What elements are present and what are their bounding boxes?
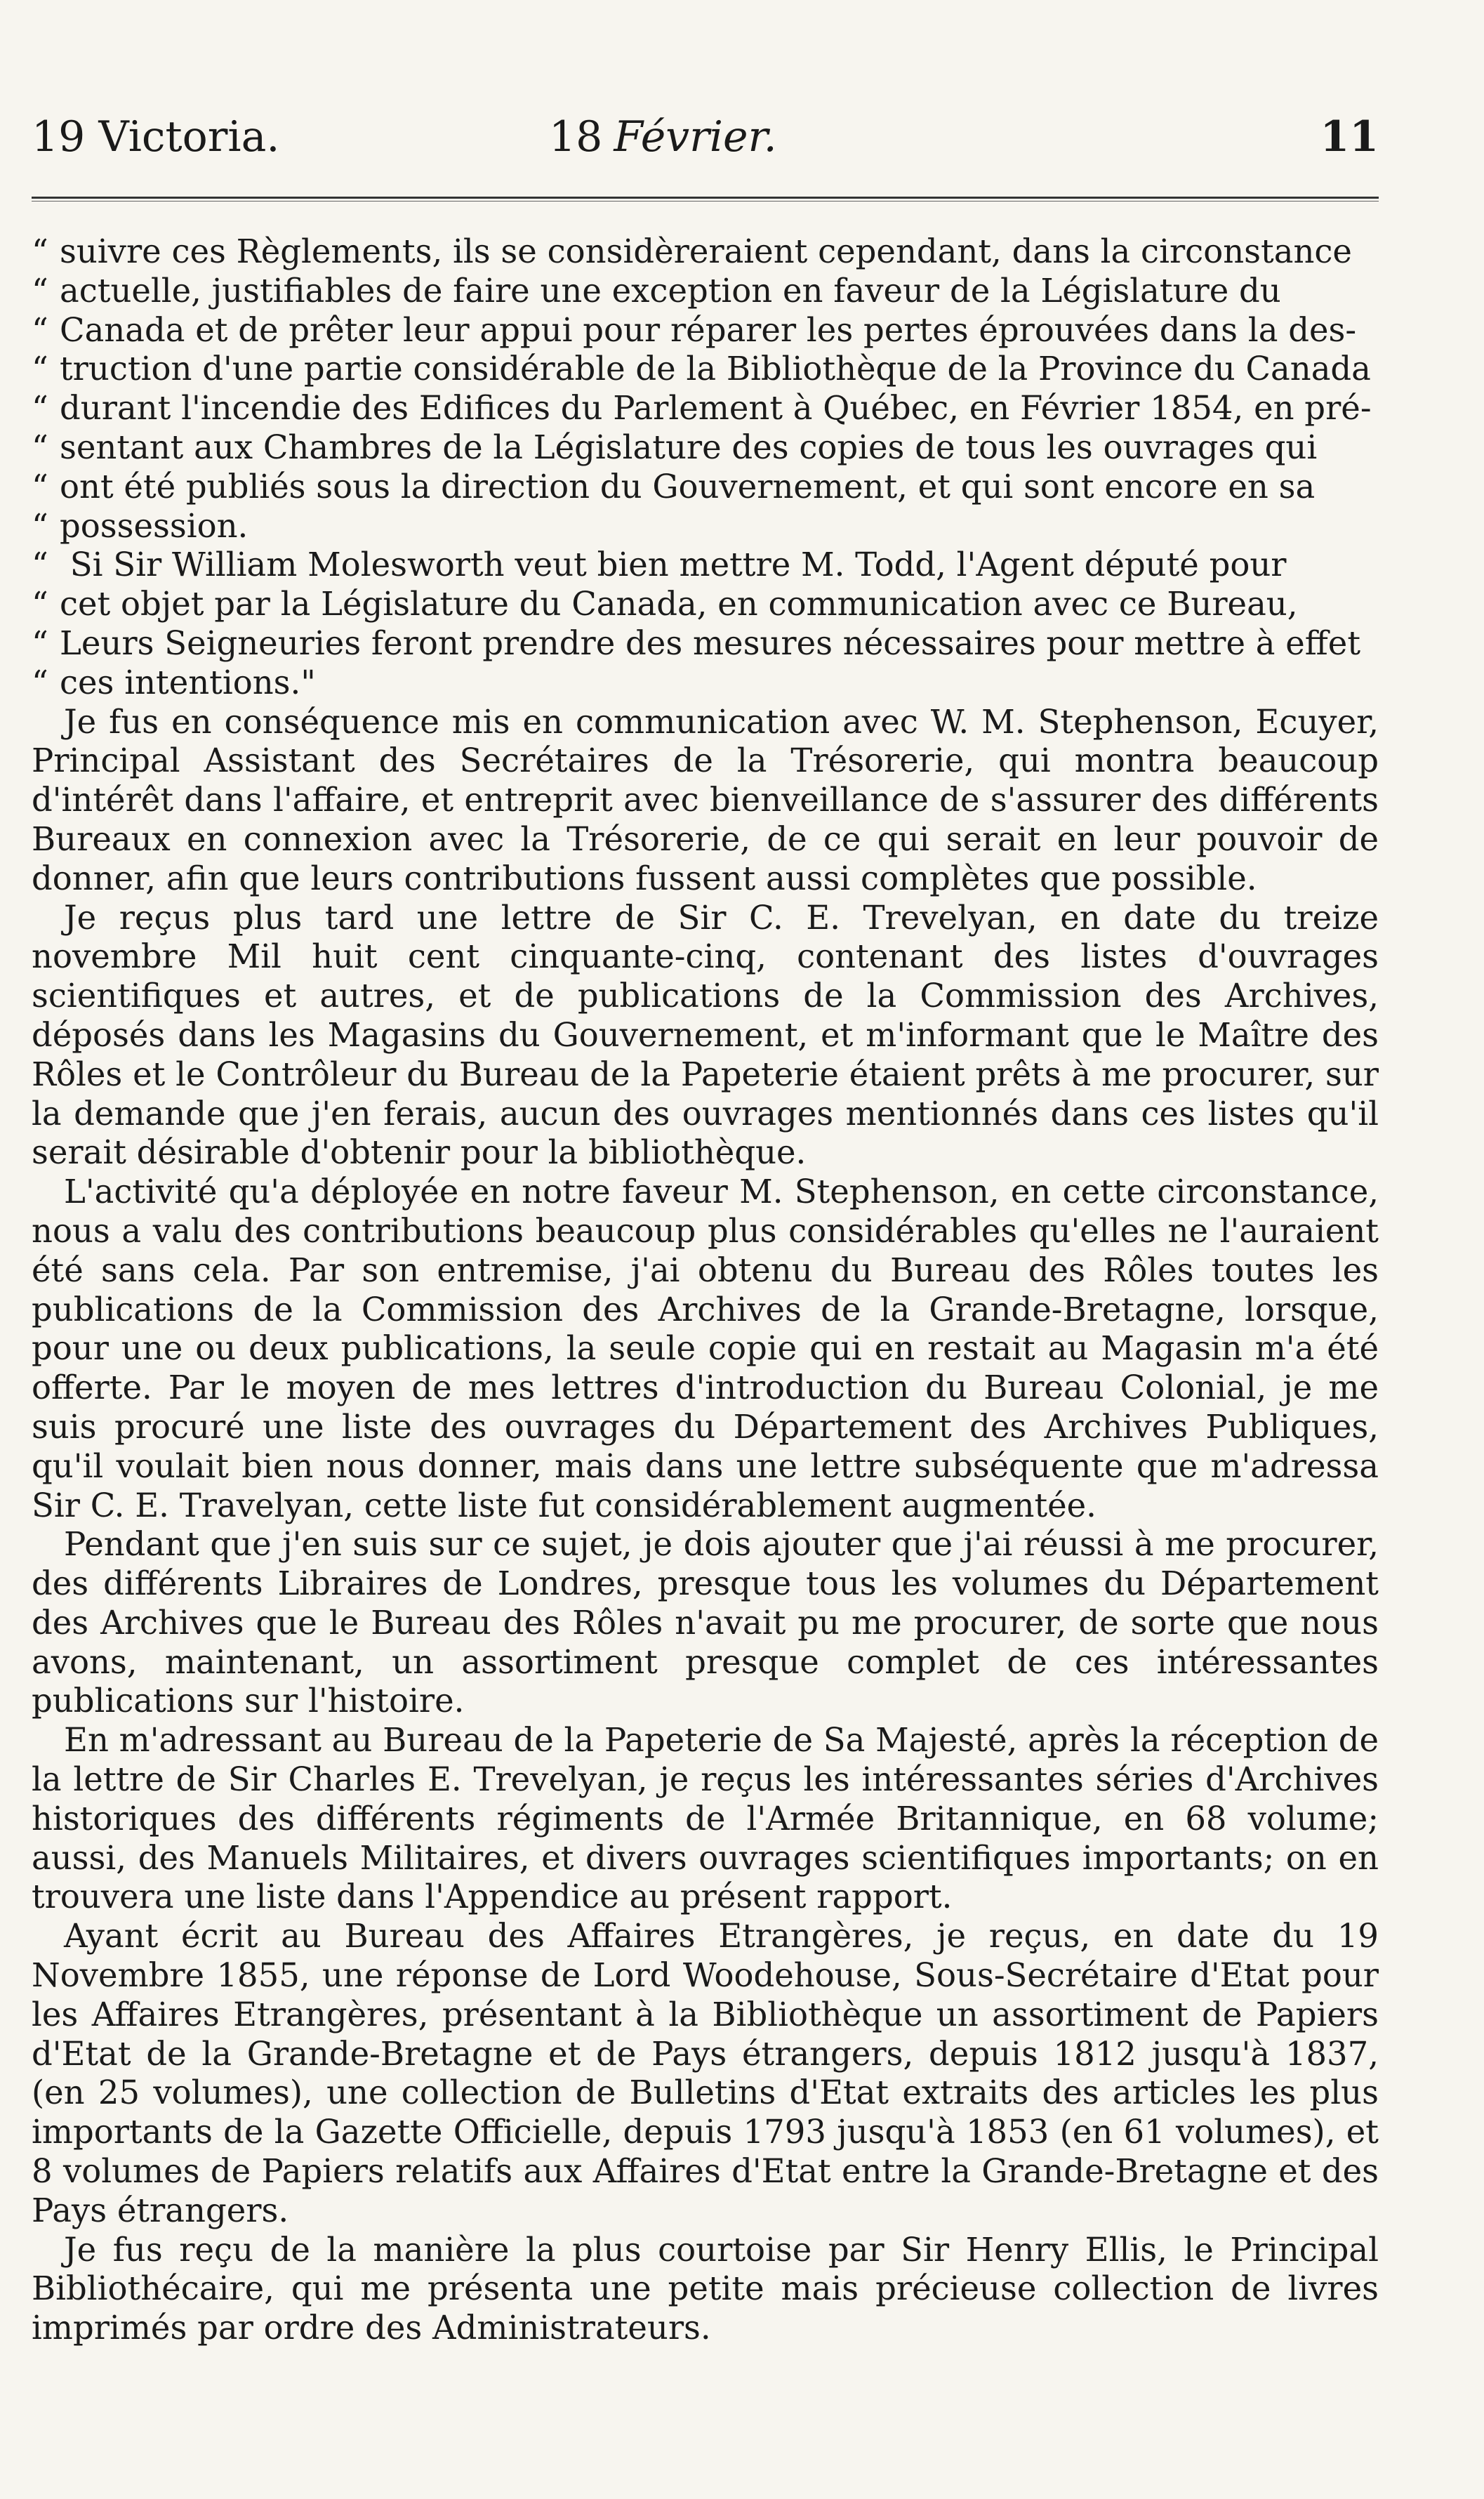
quoted-letter (32, 232, 1379, 703)
quote-line: “ Si Sir William Molesworth veut bien mettre M. Todd, l'Agent député pour (32, 546, 1287, 584)
quote-line: “ possession. (32, 506, 249, 545)
paragraph-affaires-etrangeres: Ayant écrit au Bureau des Affaires Etrangères, je reçus, en date du 19 Novembre 1855, une réponse de Lord Woodehouse, Sous-Secrétaire d'Etat pour les Affaires Etrangères, présentant à la Bibliothèque un assortiment de Papiers d'Etat de la Grande-Bretagne et de Pays étrangers, depuis 1812 jusqu'à 1837, (en 25 volumes), une collection de Bulletins d'Etat extraits des articles les plus importants de la Gazette Officielle, depuis 1793 jusqu'à 1853 (en 61 volumes), et 8 volumes de Papiers relatifs aux Affaires d'Etat entre la Grande-Bretagne et des Pays étrangers. (32, 1917, 1379, 2229)
quote-line: “ ont été publiés sous la direction du Gouvernement, et qui sont encore en sa (32, 467, 1316, 506)
quote-line: “ ces intentions." (32, 663, 316, 701)
page-header (32, 105, 1379, 169)
header-rule (32, 197, 1379, 202)
paragraph-stephenson: Je fus en conséquence mis en communication avec W. M. Stephenson, Ecuyer, Principal Assistant des Secrétaires de la Trésorerie, qui montra beaucoup d'intérêt dans l'affaire, et entreprit avec bienveillance de s'assurer des différents Bureaux en connexion avec la Trésorerie, de ce qui serait en leur pouvoir de donner, afin que leurs contributions fussent aussi complètes que possible. (32, 702, 1379, 897)
header-session: 19 Victoria. (32, 112, 280, 161)
quote-line: “ durant l'incendie des Edifices du Parlement à Québec, en Février 1854, en pré- (32, 389, 1372, 428)
quote-line: “ Canada et de prêter leur appui pour réparer les pertes éprouvées dans la des- (32, 310, 1357, 349)
quote-line: “ cet objet par la Législature du Canada, en communication avec ce Bureau, (32, 585, 1298, 624)
quote-line: “ truction d'une partie considérable de la Bibliothèque de la Province du Canada (32, 350, 1371, 388)
page-body (32, 232, 1379, 2348)
quote-line: “ sentant aux Chambres de la Législature des copies de tous les ouvrages qui (32, 428, 1318, 466)
paragraph-papeterie: En m'adressant au Bureau de la Papeterie de Sa Majesté, après la réception de la lettre de Sir Charles E. Trevelyan, je reçus les intéressantes séries d'Archives historiques des différents régiments de l'Armée Britannique, en 68 volume; aussi, des Manuels Militaires, et divers ouvrages scientifiques importants; on en trouvera une liste dans l'Appendice au présent rapport. (32, 1721, 1379, 1916)
page-number: 11 (1320, 112, 1379, 161)
paragraph-activity: L'activité qu'a déployée en notre faveur M. Stephenson, en cette circonstance, nous a valu des contributions beaucoup plus considérables qu'elles ne l'auraient été sans cela. Par son entremise, j'ai obtenu du Bureau des Rôles toutes les publications de la Commission des Archives de la Grande-Bretagne, lorsque, pour une ou deux publications, la seule copie qui en restait au Magasin m'a été offerte. Par le moyen de mes lettres d'introduction du Bureau Colonial, je me suis procuré une liste des ouvrages du Département des Archives Publiques, qu'il voulait bien nous donner, mais dans une lettre subséquente que m'adressa Sir C. E. Travelyan, cette liste fut considérablement augmentée. (32, 1173, 1379, 1524)
paragraph-libraires: Pendant que j'en suis sur ce sujet, je dois ajouter que j'ai réussi à me procurer, des différents Libraires de Londres, presque tous les volumes du Département des Archives que le Bureau des Rôles n'avait pu me procurer, de sorte que nous avons, maintenant, un assortiment presque complet de ces intéressantes publications sur l'histoire. (32, 1525, 1379, 1720)
header-day: 18 (549, 112, 603, 161)
paragraph-henry-ellis: Je fus reçu de la manière la plus courtoise par Sir Henry Ellis, le Principal Bibliothécaire, qui me présenta une petite mais précieuse collection de livres imprimés par ordre des Administrateurs. (32, 2230, 1379, 2347)
quote-line: “ actuelle, justifiables de faire une exception en faveur de la Législature du (32, 271, 1281, 310)
header-date (549, 105, 777, 169)
quote-line: “ suivre ces Règlements, ils se considèreraient cependant, dans la circonstance (32, 232, 1352, 270)
header-month: Février. (614, 112, 777, 161)
quote-line: “ Leurs Seigneuries feront prendre des mesures nécessaires pour mettre à effet (32, 624, 1361, 662)
paragraph-trevelyan-letter: Je reçus plus tard une lettre de Sir C. E. Trevelyan, en date du treize novembre Mil huit cent cinquante-cinq, contenant des listes d'ouvrages scientifiques et autres, et de publications de la Commission des Archives, déposés dans les Magasins du Gouvernement, et m'informant que le Maître des Rôles et le Contrôleur du Bureau de la Papeterie étaient prêts à me procurer, sur la demande que j'en ferais, aucun des ouvrages mentionnés dans ces listes qu'il serait désirable d'obtenir pour la bibliothèque. (32, 898, 1379, 1172)
